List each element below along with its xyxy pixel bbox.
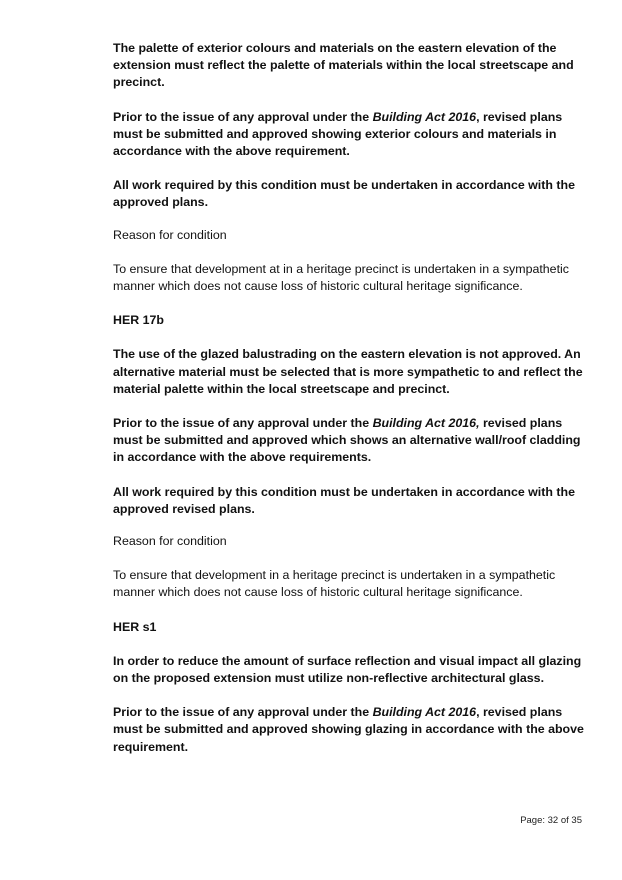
condition-paragraph: Prior to the issue of any approval under the Building Act 2016, revised plans must be submitted and approved showing exterior colours and materials in accordance with the above requirement.	[113, 109, 563, 159]
page-number: Page: 32 of 35	[520, 815, 582, 826]
condition-code: HER 17b	[113, 313, 164, 328]
reason-text: To ensure that development in a heritage precinct is undertaken in a sympathetic manner which does not cause loss of historic cultural heritage significance.	[113, 568, 556, 600]
act-name: Building Act 2016	[372, 109, 477, 124]
reason-text: To ensure that development at in a heritage precinct is undertaken in a sympathetic manner which does not cause loss of historic cultural heritage significance.	[113, 261, 569, 294]
condition-code: HER s1	[113, 619, 157, 634]
condition-paragraph: All work required by this condition must be undertaken in accordance with the approved plans.	[113, 178, 575, 210]
act-name: Building Act 2016,	[372, 416, 480, 431]
condition-paragraph: Prior to the issue of any approval under the Building Act 2016, revised plans must be submitted and approved which shows an alternative wall/roof cladding in accordance with the above requirements.	[113, 416, 581, 465]
condition-paragraph: In order to reduce the amount of surface reflection and visual impact all glazing on the proposed extension must utilize non-reflective architectural glass.	[113, 653, 582, 686]
condition-paragraph: The use of the glazed balustrading on the eastern elevation is not approved. An alternative material must be selected that is more sympathetic to and reflect the material palette within the local streetscape and precinct.	[113, 347, 583, 396]
condition-paragraph: Prior to the issue of any approval under the Building Act 2016, revised plans must be submitted and approved showing glazing in accordance with the above requirement.	[113, 705, 584, 754]
condition-paragraph: The palette of exterior colours and materials on the eastern elevation of the extension must reflect the palette of materials within the local streetscape and precinct.	[113, 41, 574, 90]
reason-heading: Reason for condition	[113, 534, 227, 549]
condition-paragraph: All work required by this condition must be undertaken in accordance with the approved revised plans.	[113, 484, 575, 516]
page-content	[113, 40, 591, 756]
reason-heading: Reason for condition	[113, 227, 227, 242]
act-name: Building Act 2016	[372, 705, 477, 720]
